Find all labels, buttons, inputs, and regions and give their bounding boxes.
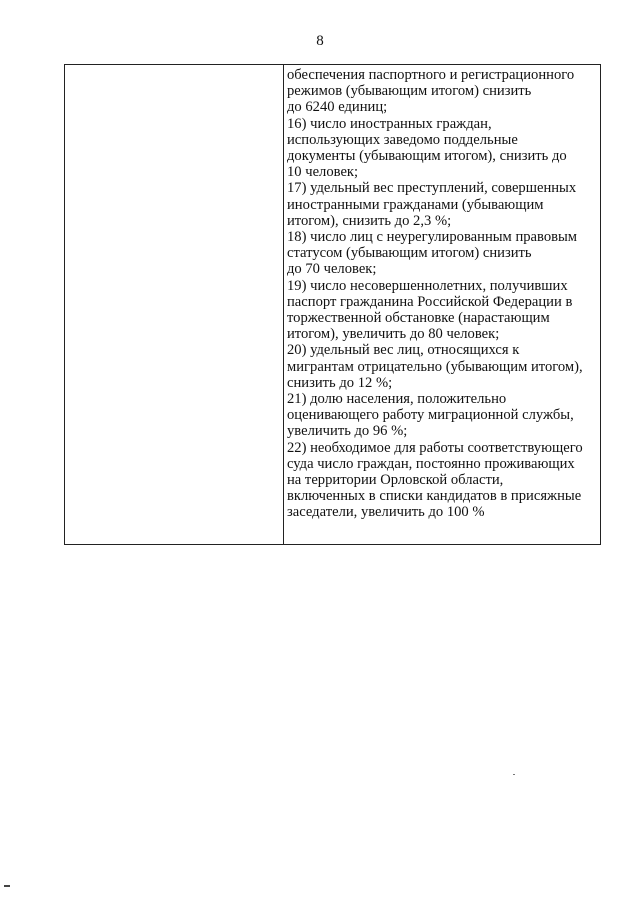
text-line: статусом (убывающим итогом) снизить: [287, 245, 532, 262]
text-line: заседатели, увеличить до 100 %: [287, 504, 485, 521]
text-line: обеспечения паспортного и регистрационного: [287, 67, 575, 83]
text-line: 22) необходимое для работы соответствующего: [287, 439, 583, 456]
scan-speck: [4, 885, 10, 887]
text-line: итогом), снизить до 2,3 %;: [287, 212, 452, 229]
text-line: итогом), увеличить до 80 человек;: [287, 326, 500, 343]
scan-speck: [513, 774, 515, 775]
text-line: 20) удельный вес лиц, относящихся к: [287, 342, 520, 359]
text-line: режимов (убывающим итогом) снизить: [287, 83, 532, 100]
text-line: оценивающего работу миграционной службы,: [287, 407, 574, 424]
text-line: паспорт гражданина Российской Федерации в: [287, 293, 573, 310]
text-line: торжественной обстановке (нарастающим: [287, 310, 550, 327]
text-line: увеличить до 96 %;: [287, 423, 408, 440]
text-line: мигрантам отрицательно (убывающим итогом),: [287, 358, 583, 375]
text-line: до 6240 единиц;: [287, 99, 388, 116]
text-line: документы (убывающим итогом), снизить до: [287, 148, 567, 165]
text-line: включенных в списки кандидатов в присяжные: [287, 488, 582, 505]
text-line: до 70 человек;: [287, 261, 377, 278]
text-line: снизить до 12 %;: [287, 374, 393, 391]
text-line: 16) число иностранных граждан,: [287, 115, 492, 132]
text-line: использующих заведомо поддельные: [287, 131, 518, 148]
text-line: 10 человек;: [287, 164, 359, 181]
table-right-cell: [284, 65, 600, 544]
text-line: на территории Орловской области,: [287, 472, 504, 489]
page-number: 8: [316, 33, 324, 49]
table-left-cell: [65, 65, 284, 544]
text-line: иностранными гражданами (убывающим: [287, 196, 544, 213]
document-table: [64, 64, 601, 545]
text-line: 21) долю населения, положительно: [287, 391, 507, 408]
text-line: 19) число несовершеннолетних, получивших: [287, 277, 568, 294]
text-line: суда число граждан, постоянно проживающих: [287, 455, 575, 472]
text-line: 18) число лиц с неурегулированным правовым: [287, 229, 578, 246]
text-line: 17) удельный вес преступлений, совершенных: [287, 180, 577, 197]
